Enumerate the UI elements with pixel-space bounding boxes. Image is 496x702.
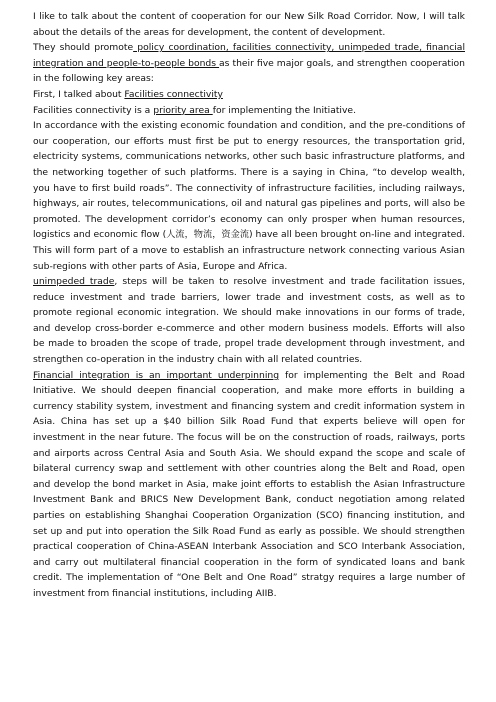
trade-underlined: unimpeded trade [33, 276, 115, 288]
paragraph-first-heading [33, 87, 465, 103]
trade-body: , steps will be taken to resolve investment and trade facilitation issues, reduce investment and trade barriers, lower trade and investment costs, as well as to promote regional economic integration. We should make innovations in our forms of trade, and develop cross-border e-commerce and other modern business models. Efforts will also be made to broaden the scope of trade, propel trade development through investment, and strengthen co-operation in the industry chain with all related countries. [33, 276, 465, 366]
paragraph-priority [33, 103, 465, 119]
first-heading-underlined: Facilities connectivity [124, 88, 223, 100]
priority-lead: Facilities connectivity is a [33, 104, 154, 116]
goals-trailing-text: as their five major goals, and strengthen cooperation in the following key areas: [33, 57, 466, 85]
document-body [33, 9, 465, 602]
finance-underlined: Financial integration is an important underpinning [33, 369, 280, 381]
goals-lead-text: They should promote [33, 42, 134, 54]
priority-underlined: priority area [153, 104, 213, 116]
paragraph-trade [33, 274, 465, 368]
goals-underlined-text: policy coordination, facilities connectivity, unimpeded trade, financial integration and people-to-people bonds [33, 42, 465, 69]
paragraph-intro: I like to talk about the content of cooperation for our New Silk Road Corridor. Now, I will talk about the details of the areas for development, the content of development. [33, 11, 465, 38]
paragraph-finance [33, 368, 465, 602]
priority-trailing: for implementing the Initiative. [212, 104, 356, 116]
first-heading-lead: First, I talked about [33, 88, 125, 100]
paragraph-infrastructure: In accordance with the existing economic foundation and condition, and the pre-conditions of our cooperation, our efforts must first be put to energy resources, the transportation grid, electricity systems, communications networks, other such basic infrastructure platforms, and the networking together of such platforms. There is a saying in China, “to develop wealth, you have to first build roads”. The connectivity of infrastructure facilities, including railways, highways, air routes, telecommunications, oil and natural gas pipelines and ports, will also be promoted. The development corridor’s economy can only prosper when human resources, logistics and economic flow (人流，物流，资金流) have all been brought on-line and integrated. This will form part of a move to establish an infrastructure network connecting various Asian sub-regions with other parts of Asia, Europe and Africa. [33, 120, 465, 272]
finance-body: for implementing the Belt and Road Initiative. We should deepen financial cooperation, and make more efforts in building a currency stability system, investment and financing system and credit information system in Asia. China has set up a $40 billion Silk Road Fund that experts believe will open for investment in the near future. The focus will be on the construction of roads, railways, ports and airports across Central Asia and South Asia. We should expand the scope and scale of bilateral currency swap and settlement with other countries along the Belt and Road, open and develop the bond market in Asia, make joint efforts to establish the Asian Infrastructure Investment Bank and BRICS New Development Bank, conduct negotiation among related parties on establishing Shanghai Cooperation Organization (SCO) financing institution, and set up and put into operation the Silk Road Fund as early as possible. We should strengthen practical cooperation of China-ASEAN Interbank Association and SCO Interbank Association, and carry out multilateral financial cooperation in the form of syndicated loans and bank credit. The implementation of “One Belt and One Road” stratgy requires a large number of investment from financial institutions, including AIIB. [33, 369, 465, 599]
paragraph-goals [33, 40, 465, 87]
